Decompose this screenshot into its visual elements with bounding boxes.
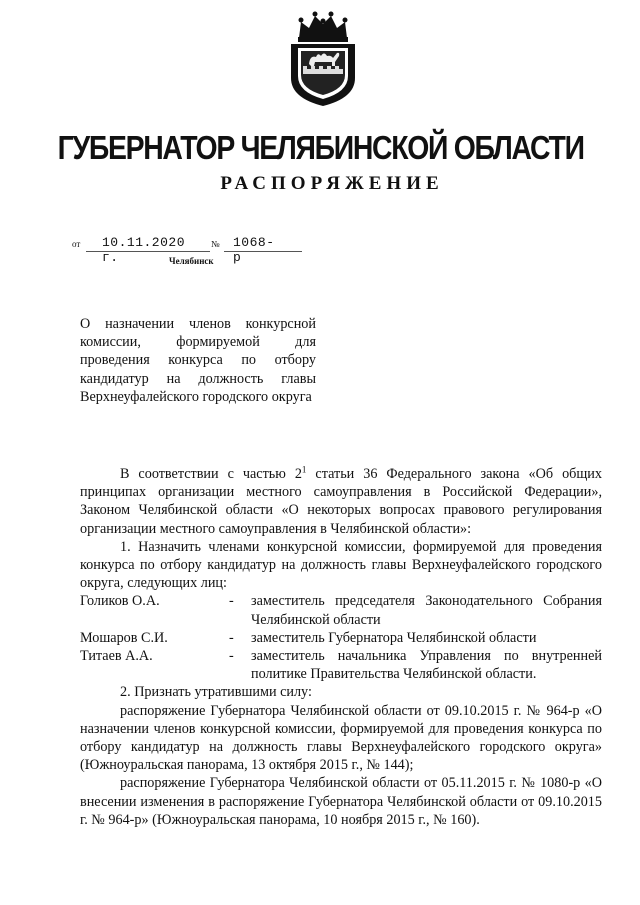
member-name: Титаев А.А. — [80, 648, 153, 665]
document-date: 10.11.2020 г. — [102, 235, 186, 265]
city-label: Челябинск — [169, 256, 214, 266]
organization-title: ГУБЕРНАТОР ЧЕЛЯБИНСКОЙ ОБЛАСТИ — [57, 129, 584, 166]
document-subject: О назначении членов конкурсной комиссии, формируемой для проведения конкурса по отбору кандидатур на должность главы Верхнеуфалейского городского округа — [80, 316, 316, 405]
number-label: № — [211, 239, 220, 249]
member-name: Голиков О.А. — [80, 593, 160, 610]
member-position: заместитель начальника Управления по внутренней политике Правительства Челябинской области. — [251, 648, 602, 683]
member-position: заместитель председателя Законодательного Собрания Челябинской области — [251, 593, 602, 628]
member-dash: - — [229, 593, 234, 610]
number-underline — [224, 251, 302, 252]
member-row — [80, 647, 602, 683]
member-row — [80, 592, 602, 628]
part-superscript: 1 — [301, 464, 307, 475]
document-number: 1068-р — [233, 235, 275, 265]
document-body — [80, 465, 602, 829]
from-label: от — [72, 239, 81, 249]
item-1-paragraph: 1. Назначить членами конкурсной комиссии, формируемой для проведения конкурса по отбору кандидатур на должность главы Верхнеуфалейского городского округа, следующих лиц: — [80, 538, 602, 592]
intro-paragraph: В соответствии с частью $2^1$ статьи 36 Федерального закона «Об общих принципах организации местного самоуправления в Российской Федерации», Законом Челябинской области «О некоторых вопросах правового регулирования организации местного самоуправления в Челябинской области»: — [80, 464, 602, 537]
member-position: заместитель Губернатора Челябинской области — [251, 629, 537, 646]
member-dash: - — [229, 629, 234, 646]
repeal-paragraph-2: распоряжение Губернатора Челябинской области от 05.11.2015 г. № 1080-р «О внесении изменения в распоряжение Губернатора Челябинской области от 09.10.2015 г. № 964-р» (Южноуральская панорама, 10 ноября 2015 г., № 160). — [80, 775, 602, 828]
member-dash: - — [229, 648, 234, 665]
member-row — [80, 629, 602, 647]
repeal-paragraph-1: распоряжение Губернатора Челябинской области от 09.10.2015 г. № 964-р «О назначении членов конкурсной комиссии, формируемой для проведения конкурса по отбору кандидатур на должность главы Верхнеуфалейского городского округа» (Южноуральская панорама, 13 октября 2015 г., № 144); — [80, 702, 602, 774]
item-2-paragraph: 2. Признать утратившими силу: — [120, 684, 312, 701]
date-underline — [86, 251, 210, 252]
document-type: РАСПОРЯЖЕНИЕ — [220, 173, 444, 194]
chelyabinsk-coat-of-arms-icon — [283, 8, 363, 108]
member-name: Мошаров С.И. — [80, 629, 168, 646]
